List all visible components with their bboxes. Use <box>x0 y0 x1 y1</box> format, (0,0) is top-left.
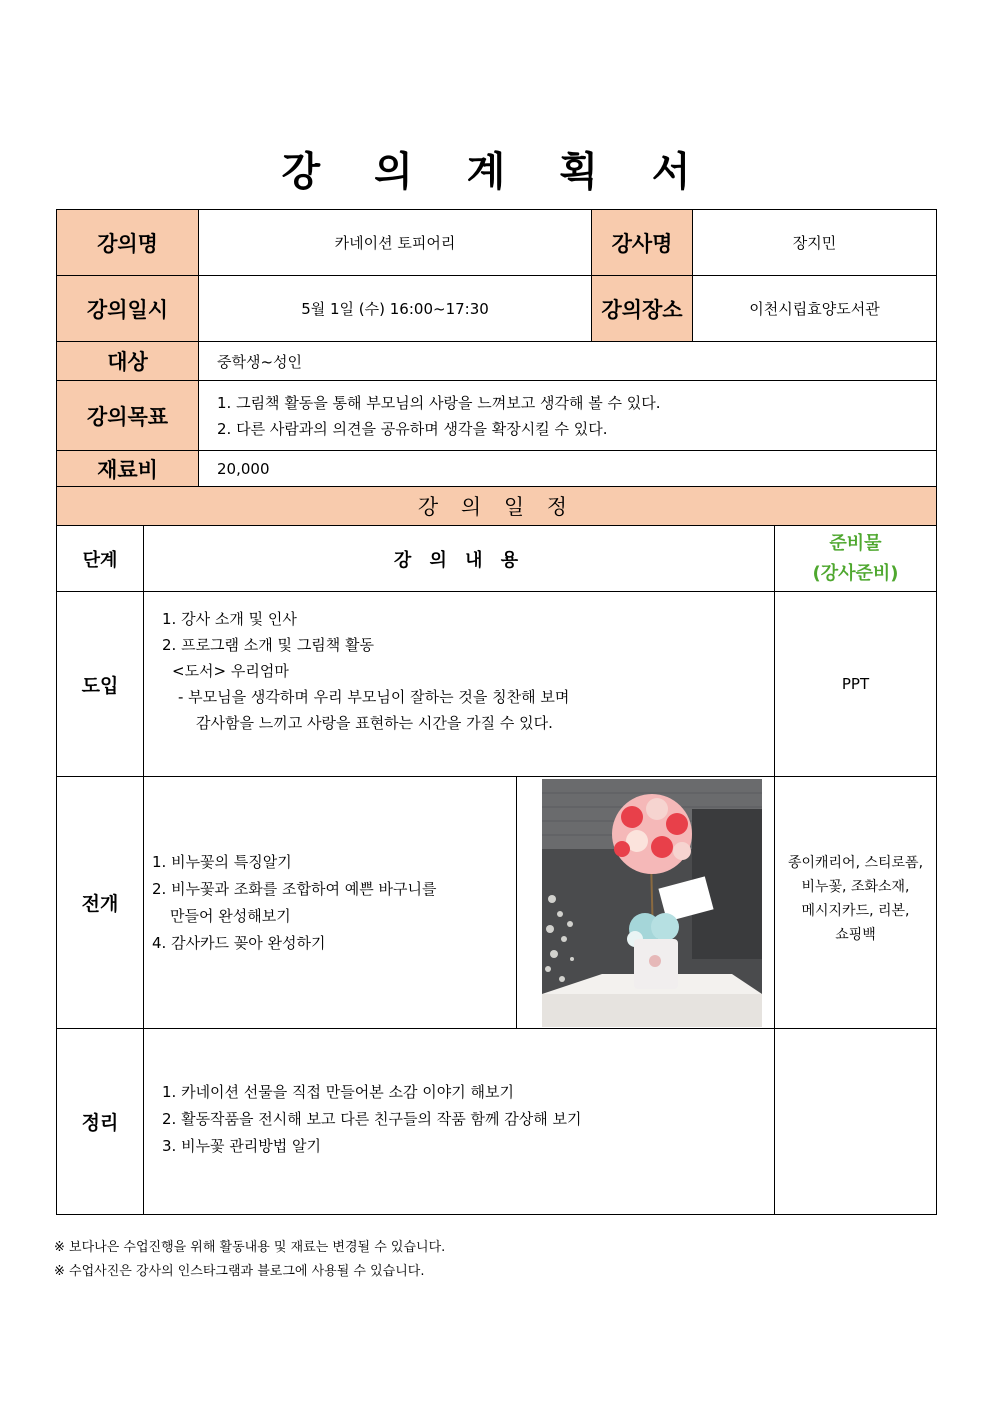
lecture-name-value: 카네이션 토피어리 <box>198 209 592 276</box>
stage-intro: 도입 <box>56 591 144 777</box>
instructor-label: 강사명 <box>591 209 693 276</box>
stage-develop: 전개 <box>56 776 144 1029</box>
material-item: 종이캐리어, 스티로폼, <box>787 854 924 871</box>
intro-line: 1. 강사 소개 및 인사 <box>162 610 297 628</box>
materials-header-line2: (강사준비) <box>812 562 899 584</box>
stage-column-header: 단계 <box>56 525 144 592</box>
fee-label: 재료비 <box>56 450 199 487</box>
stage-wrap: 정리 <box>56 1028 144 1215</box>
intro-line: 감사함을 느끼고 사랑을 표현하는 시간을 가질 수 있다. <box>196 714 553 732</box>
datetime-value: 5월 1일 (수) 16:00~17:30 <box>198 275 592 342</box>
flower-topiary-photo <box>542 779 762 1027</box>
schedule-title: 강 의 일 정 <box>56 486 937 526</box>
develop-line: 만들어 완성해보기 <box>170 906 291 925</box>
goal-item: 2. 다른 사람과의 의견을 공유하며 생각을 확장시킬 수 있다. <box>217 419 608 438</box>
materials-column-header <box>774 525 937 592</box>
intro-line: 2. 프로그램 소개 및 그림책 활동 <box>162 636 375 654</box>
datetime-label: 강의일시 <box>56 275 199 342</box>
develop-content <box>143 776 517 1029</box>
goal-item: 1. 그림책 활동을 통해 부모님의 사랑을 느껴보고 생각해 볼 수 있다. <box>217 393 661 412</box>
goals-label: 강의목표 <box>56 380 199 451</box>
material-item: 메시지카드, 리본, <box>801 902 910 919</box>
develop-line: 1. 비누꽃의 특징알기 <box>152 852 292 871</box>
place-value: 이천시립효양도서관 <box>692 275 937 342</box>
develop-line: 4. 감사카드 꽂아 완성하기 <box>152 933 326 952</box>
lecture-name-label: 강의명 <box>56 209 199 276</box>
target-value: 중학생~성인 <box>198 341 937 381</box>
instructor-value: 장지민 <box>692 209 937 276</box>
wrap-line: 1. 카네이션 선물을 직접 만들어본 소감 이야기 해보기 <box>162 1083 514 1101</box>
place-label: 강의장소 <box>591 275 693 342</box>
develop-materials <box>774 776 937 1029</box>
materials-header-line1: 준비물 <box>829 532 882 554</box>
wrap-line: 2. 활동작품을 전시해 보고 다른 친구들의 작품 함께 감상해 보기 <box>162 1110 582 1128</box>
intro-content <box>143 591 775 777</box>
wrap-materials <box>774 1028 937 1215</box>
target-label: 대상 <box>56 341 199 381</box>
content-column-header: 강 의 내 용 <box>143 525 775 592</box>
intro-line: <도서> 우리엄마 <box>172 662 289 680</box>
intro-line: - 부모님을 생각하며 우리 부모님이 잘하는 것을 칭찬해 보며 <box>178 688 570 706</box>
document-title: 강 의 계 획 서 <box>281 149 711 195</box>
develop-line: 2. 비누꽃과 조화를 조합하여 예쁜 바구니를 <box>152 879 437 898</box>
goals-value <box>198 380 937 451</box>
fee-value: 20,000 <box>198 450 937 487</box>
footnote: ※ 보다나은 수업진행을 위해 활동내용 및 재료는 변경될 수 있습니다. <box>54 1240 446 1255</box>
develop-photo-cell <box>516 776 775 1029</box>
wrap-line: 3. 비누꽃 관리방법 알기 <box>162 1137 322 1155</box>
material-item: 쇼핑백 <box>835 926 876 943</box>
footnote: ※ 수업사진은 강사의 인스타그램과 블로그에 사용될 수 있습니다. <box>54 1264 425 1279</box>
wrap-content <box>143 1028 775 1215</box>
intro-materials: PPT <box>774 591 937 777</box>
material-item: 비누꽃, 조화소재, <box>801 878 910 895</box>
